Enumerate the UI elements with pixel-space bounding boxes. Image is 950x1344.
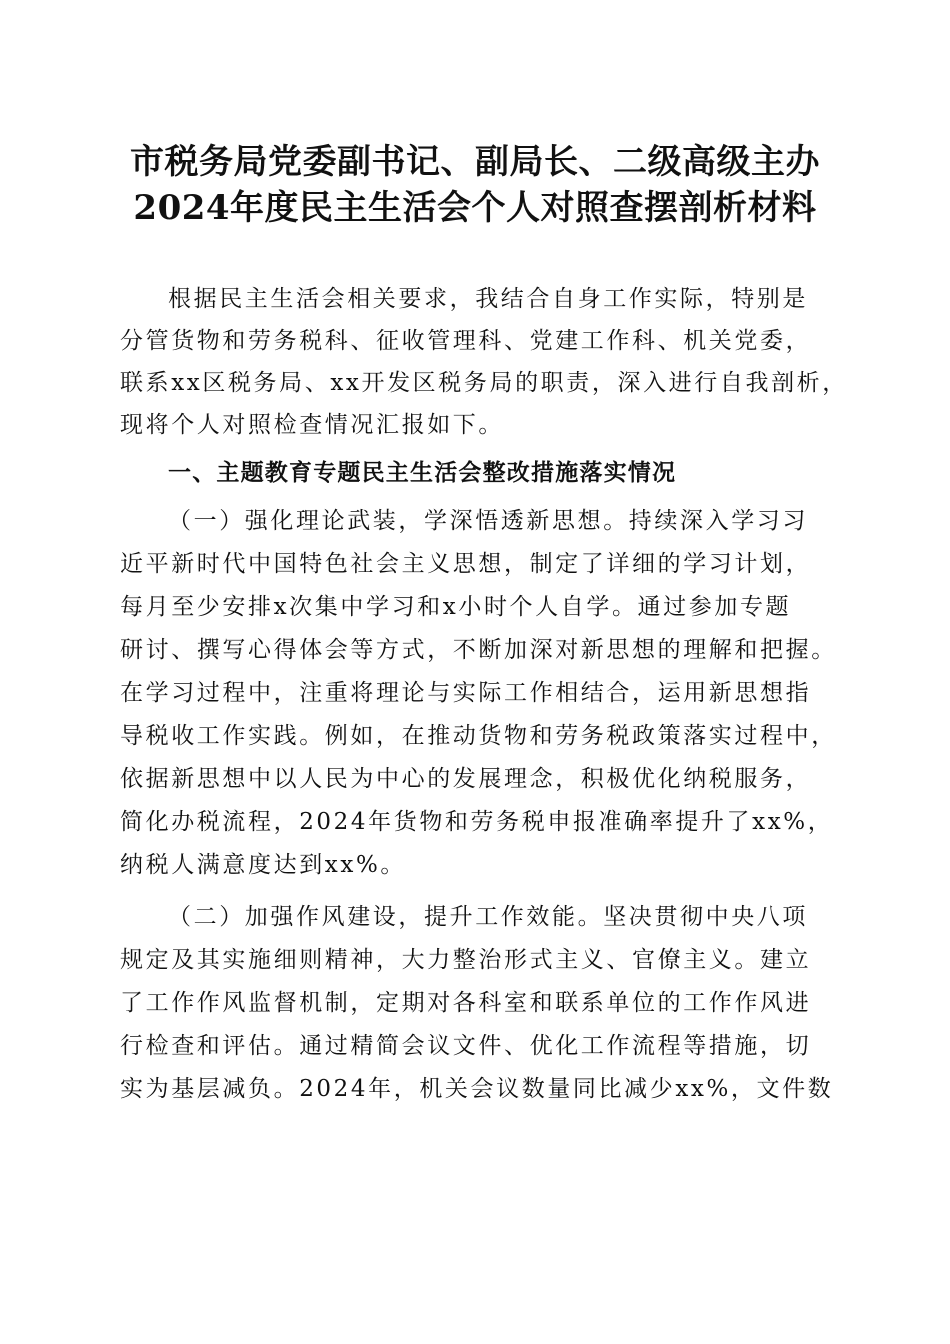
paragraph-1-line: （一）强化理论武装，学深悟透新思想。持续深入学习习 [168, 508, 808, 534]
paragraph-2-line: 规定及其实施细则精神，大力整治形式主义、官僚主义。建立 [120, 947, 812, 973]
paragraph-intro-line: 根据民主生活会相关要求，我结合自身工作实际，特别是 [168, 286, 808, 312]
section-heading-1: 一、主题教育专题民主生活会整改措施落实情况 [168, 459, 677, 486]
paragraph-1-line: 导税收工作实践。例如，在推动货物和劳务税政策落实过程中， [120, 723, 837, 749]
paragraph-2-line: 行检查和评估。通过精简会议文件、优化工作流程等措施，切 [120, 1033, 812, 1059]
paragraph-1-line: 近平新时代中国特色社会主义思想，制定了详细的学习计划， [120, 551, 812, 577]
paragraph-intro-line: 分管货物和劳务税科、征收管理科、党建工作科、机关党委， [120, 328, 812, 354]
paragraph-1-line: 简化办税流程，2024年货物和劳务税申报准确率提升了xx%， [120, 809, 834, 835]
paragraph-1-line: 在学习过程中，注重将理论与实际工作相结合，运用新思想指 [120, 680, 812, 706]
paragraph-intro-line: 联系xx区税务局、xx开发区税务局的职责，深入进行自我剖析， [120, 370, 848, 396]
document-title-line-1: 市税务局党委副书记、副局长、二级高级主办 [130, 142, 820, 182]
paragraph-1-line: 纳税人满意度达到xx%。 [120, 852, 406, 878]
paragraph-2-line: （二）加强作风建设，提升工作效能。坚决贯彻中央八项 [168, 904, 808, 930]
document-title-line-2: 2024年度民主生活会个人对照查摆剖析材料 [133, 188, 817, 228]
paragraph-1-line: 依据新思想中以人民为中心的发展理念，积极优化纳税服务， [120, 766, 812, 792]
paragraph-2-line: 实为基层减负。2024年，机关会议数量同比减少xx%，文件数 [120, 1076, 834, 1102]
paragraph-1-line: 每月至少安排x次集中学习和x小时个人自学。通过参加专题 [120, 594, 792, 620]
paragraph-1-line: 研讨、撰写心得体会等方式，不断加深对新思想的理解和把握。 [120, 637, 837, 663]
paragraph-intro-line: 现将个人对照检查情况汇报如下。 [120, 412, 504, 438]
paragraph-2-line: 了工作作风监督机制，定期对各科室和联系单位的工作作风进 [120, 990, 812, 1016]
